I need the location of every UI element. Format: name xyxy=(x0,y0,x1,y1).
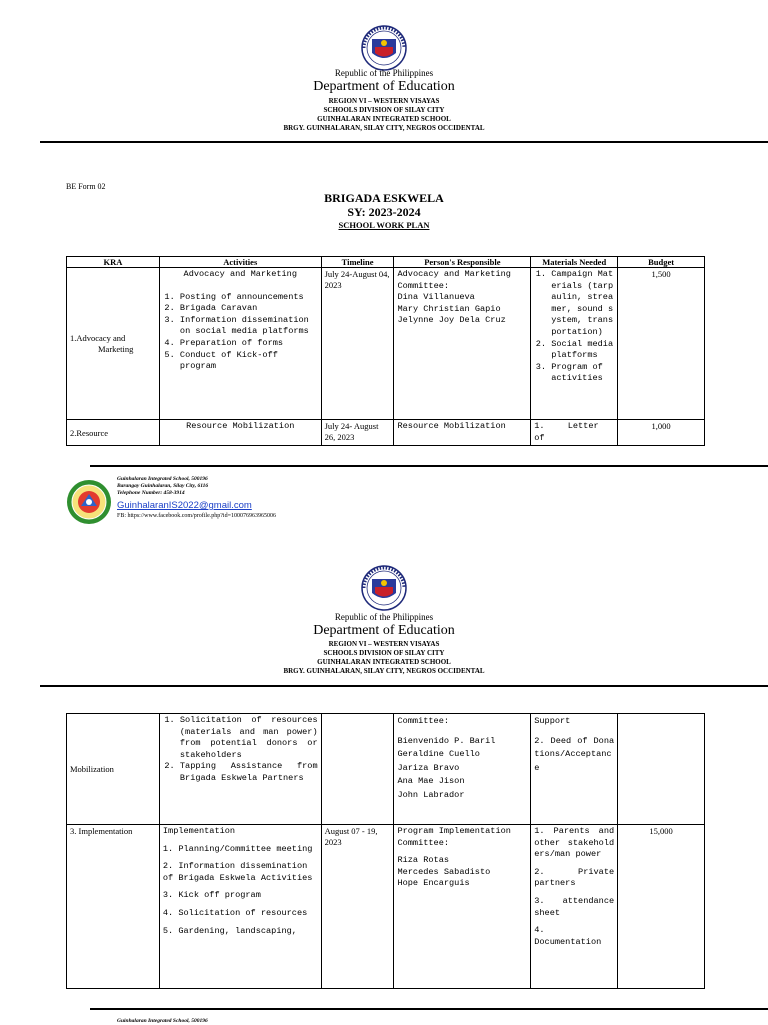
document-title: BRIGADA ESKWELA xyxy=(324,191,444,205)
deped-seal-icon xyxy=(361,565,407,611)
kra-cell: Mobilization xyxy=(67,714,160,825)
materials-cell: 1. Letter of xyxy=(531,420,618,446)
budget-cell: 1,000 xyxy=(618,420,705,446)
header-budget: Budget xyxy=(618,257,705,268)
materials-cell: Support 2. Deed of Donations/Acceptance xyxy=(531,714,618,825)
footer-school-id: Guinhalaran Integrated School, 500196 xyxy=(117,1018,208,1024)
region-text: REGION VI – WESTERN VISAYAS xyxy=(328,97,440,105)
header-rule xyxy=(40,141,768,143)
footer-rule xyxy=(90,1008,768,1010)
timeline-cell: August 07 - 19, 2023 xyxy=(321,825,394,989)
document-subtitle: SCHOOL WORK PLAN xyxy=(338,220,430,230)
work-plan-table-1 xyxy=(66,256,705,446)
footer-phone: Telephone Number: 458-3914 xyxy=(117,490,185,496)
header-materials: Materials Needed xyxy=(531,257,618,268)
activities-cell: Implementation 1. Planning/Committee meeting 2. Information dissemination of Brigada Eskwela Activities 3. Kick off program 4. Solicitation of resources 5. Gardening, landscaping, xyxy=(159,825,321,989)
region-text: REGION VI – WESTERN VISAYAS xyxy=(328,640,440,648)
table-row xyxy=(67,420,705,446)
persons-cell: Program Implementation Committee: Riza Rotas Mercedes Sabadisto Hope Encarguis xyxy=(394,825,531,989)
school-text: GUINHALARAN INTEGRATED SCHOOL xyxy=(317,658,451,666)
school-logo-icon xyxy=(66,479,112,525)
materials-cell: 1. Parents and other stakeholders/man power 2. Private partners 3. attendance sheet 4. Documentation xyxy=(531,825,618,989)
address-text: BRGY. GUINHALARAN, SILAY CITY, NEGROS OCCIDENTAL xyxy=(283,124,485,132)
department-title: Department of Education xyxy=(313,79,455,94)
address-text: BRGY. GUINHALARAN, SILAY CITY, NEGROS OCCIDENTAL xyxy=(283,667,485,675)
materials-cell: 1. Campaign Materials (tarpaulin, streamer, sound system, transportation) 2. Social media platforms 3. Program of activities xyxy=(531,268,618,420)
footer-school-id: Guinhalaran Integrated School, 500196 xyxy=(117,476,208,482)
timeline-cell: July 24-August 04, 2023 xyxy=(321,268,394,420)
work-plan-table-2 xyxy=(66,713,705,989)
footer-email-link[interactable]: GuinhalaranIS2022@gmail.com xyxy=(117,500,252,511)
school-year: SY: 2023-2024 xyxy=(347,205,421,219)
timeline-cell xyxy=(321,714,394,825)
persons-cell: Advocacy and Marketing Committee: Dina Villanueva Mary Christian Gapio Jelynne Joy Dela Cruz xyxy=(394,268,531,420)
header-activities: Activities xyxy=(159,257,321,268)
division-text: SCHOOLS DIVISION OF SILAY CITY xyxy=(323,649,445,657)
division-text: SCHOOLS DIVISION OF SILAY CITY xyxy=(323,106,445,114)
persons-cell: Committee: Bienvenido P. Baril Geraldine Cuello Jariza Bravo Ana Mae Jison John Labrador xyxy=(394,714,531,825)
footer-address: Barangay Guinhalaran, Silay City, 6116 xyxy=(117,483,209,489)
school-text: GUINHALARAN INTEGRATED SCHOOL xyxy=(317,115,451,123)
republic-text: Republic of the Philippines xyxy=(334,612,434,622)
activities-cell: Advocacy and Marketing 1. Posting of announcements 2. Brigada Caravan 3. Information dissemination on social media platforms 4. Preparation of forms 5. Conduct of Kick-off program xyxy=(159,268,321,420)
budget-cell: 1,500 xyxy=(618,268,705,420)
budget-cell xyxy=(618,714,705,825)
header-kra: KRA xyxy=(67,257,160,268)
timeline-cell: July 24- August 26, 2023 xyxy=(321,420,394,446)
footer-facebook-link[interactable]: FB: https://www.facebook.com/profile.php?id=100076963965006 xyxy=(117,513,276,519)
budget-cell: 15,000 xyxy=(618,825,705,989)
form-code: BE Form 02 xyxy=(66,182,106,191)
header-timeline: Timeline xyxy=(321,257,394,268)
kra-cell: 3. Implementation xyxy=(67,825,160,989)
kra-cell: 2.Resource xyxy=(67,420,160,446)
deped-seal-icon xyxy=(361,25,407,71)
activities-cell: Resource Mobilization xyxy=(159,420,321,446)
republic-text: Republic of the Philippines xyxy=(334,68,434,78)
header-persons: Person's Responsible xyxy=(394,257,531,268)
footer-rule xyxy=(90,465,768,467)
table-row xyxy=(67,714,705,825)
header-rule xyxy=(40,685,768,687)
persons-cell: Resource Mobilization xyxy=(394,420,531,446)
table-row xyxy=(67,825,705,989)
table-row xyxy=(67,268,705,420)
activities-cell: 1. Solicitation of resources (materials and man power) from potential donors or stakeholders 2. Tapping Assistance from Brigada Eskwela Partners xyxy=(159,714,321,825)
kra-cell: 1.Advocacy and Marketing xyxy=(67,268,160,420)
department-title: Department of Education xyxy=(313,623,455,638)
